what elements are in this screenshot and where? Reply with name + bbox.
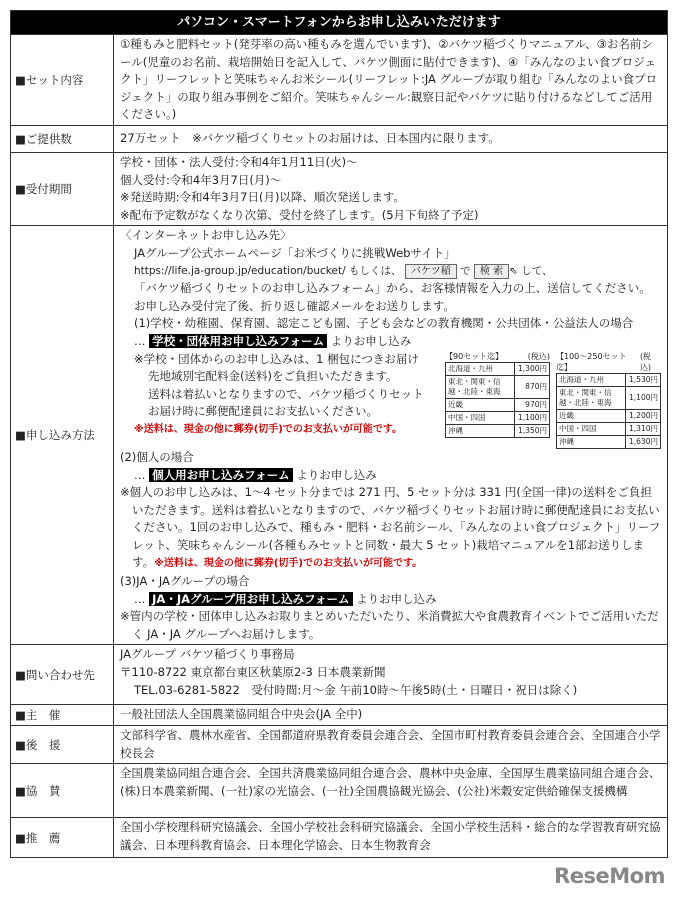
url-line: [120, 263, 661, 281]
footer: [0, 858, 682, 908]
case1-block: [120, 333, 661, 449]
ship-title: 【90セット迄】: [445, 351, 504, 361]
text: で: [460, 264, 471, 277]
text: …: [134, 591, 146, 606]
row-value: 27万セット ※バケツ稲づくりセットのお届けは、日本国内に限ります。: [120, 130, 500, 145]
row-label: ■セット内容: [11, 35, 114, 125]
row-value: ①種もみと肥料セット(発芽率の高い種もみを選んでいます)、②バケツ稲づくりマニュアル、③お名前シール(児童のお名前、栽培開始日を記入して、バケツ側面に貼付できます)、④「みんなのよい食プロジェクト」リーフレットと笑味ちゃんお米シール(リーフレット:JA グループが取り組む「みんなのよい食プロジェクト」の取り組み事例をご紹介。笑味ちゃんシール:観察日記やバケツに貼り付けるなどしてご活用ください。): [120, 37, 658, 122]
text: よりお申し込み: [330, 333, 412, 348]
period-line: ※発送時期:令和4年3月7日(月)以降、順次発送します。: [120, 190, 406, 205]
region: 沖縄: [446, 424, 515, 437]
table-header: パソコン・スマートフォンからお申し込みいただけます: [11, 11, 667, 34]
fee: 1,310円: [626, 422, 661, 435]
region: 沖縄: [557, 435, 626, 448]
row-label: ■推 薦: [11, 818, 114, 857]
search-button: 検 索: [474, 264, 509, 279]
ship-title: 【100～250セット迄】: [556, 351, 627, 372]
fee: 1,200円: [626, 409, 661, 422]
case3-note: ※管内の学校・団体申し込みお取りまとめいただいたり、米消費拡大や食農教育イベントでご活用いただく JA・JA グループへお届けします。: [120, 609, 659, 641]
period-line: 個人受付:令和4年3月7日(月)～: [120, 172, 282, 187]
row-sponsor: [11, 763, 667, 817]
ja-form-link[interactable]: JA・JAグループ用お申し込みフォーム: [149, 592, 352, 606]
row-label: ■受付期間: [11, 153, 114, 225]
form-line: 「バケツ稲づくりセットのお申し込みフォーム」から、お客様情報を入力の上、送信してください。: [134, 281, 651, 296]
text: して、: [521, 264, 553, 277]
confirm-line: お申し込み受付完了後、折り返し確認メールをお送りします。: [134, 298, 455, 313]
case2-title: (2)個人の場合: [120, 449, 194, 464]
row-host: [11, 704, 667, 725]
case1-title: (1)学校・幼稚園、保育園、認定こども園、子ども会などの教育機関・公共団体・公益法人の場合: [134, 316, 634, 331]
stamp-note: ※送料は、現金の他に郵券(切手)でのお支払いが可能です。: [154, 558, 423, 570]
period-line: ※配布予定数がなくなり次第、受付を終了します。(5月下旬終了予定): [120, 207, 479, 222]
row-value: 全国農業協同組合連合会、全国共済農業協同組合連合会、農林中央金庫、全国厚生農業協同組合連合会、(株)日本農業新聞、(一社)家の光協会、(一社)全国農協観光協会、(公社)米穀安定供給確保支援機構: [120, 766, 661, 798]
site-name: JAグループ公式ホームページ「お米づくりに挑戦Webサイト」: [134, 245, 456, 260]
case1-note: お届け時に郵便配達員にお支払いください。: [148, 404, 378, 419]
fee: 1,100円: [626, 386, 661, 409]
row-value: 文部科学省、農林水産省、全国都道府県教育委員会連合会、全国市町村教育委員会連合会、全国連合小学校長会: [120, 728, 661, 760]
fee: 870円: [515, 375, 550, 398]
fee: 1,300円: [515, 362, 550, 375]
contact-tel: TEL.03-6281-5822: [134, 682, 240, 697]
internet-heading: 〈インターネットお申し込み先〉: [120, 228, 292, 243]
individual-form-link[interactable]: 個人用お申し込みフォーム: [149, 468, 292, 482]
region: 中国・四国: [446, 411, 515, 424]
row-value: [114, 226, 667, 644]
row-label: ■後 援: [11, 726, 114, 763]
shipping-tables: [445, 351, 661, 449]
case1-text: [120, 333, 437, 439]
text: よりお申し込み: [296, 467, 377, 482]
info-table: [10, 10, 668, 858]
contact-hours: 受付時間:月～金 午前10時～午後5時(土・日曜日・祝日は除く): [251, 682, 578, 697]
row-support: [11, 725, 667, 763]
row-label: ■主 催: [11, 705, 114, 725]
row-contact: [11, 644, 667, 704]
fee: 970円: [515, 398, 550, 411]
ship-tax: (税込): [527, 351, 550, 361]
contact-line: JAグループ バケツ稲づくり事務局: [120, 647, 295, 662]
text: もしくは、: [348, 264, 402, 277]
case3-title: (3)JA・JAグループの場合: [120, 574, 250, 589]
stamp-note: ※送料は、現金の他に郵券(切手)でのお支払いが可能です。: [134, 423, 403, 435]
text: よりお申し込み: [356, 591, 437, 606]
row-method: [11, 225, 667, 644]
region: 東北・関東・信越・北陸・東海: [557, 386, 626, 409]
row-period: [11, 152, 667, 225]
region: 北海道・九州: [446, 362, 515, 375]
fee: 1,350円: [515, 424, 550, 437]
row-value: 全国小学校理科研究協議会、全国小学校社会科研究協議会、全国小学校生活科・総合的な学習教育研究協議会、日本理科教育協会、日本理化学協会、日本生物教育会: [120, 820, 661, 852]
row-label: ■協 賛: [11, 764, 114, 817]
row-recommend: [11, 817, 667, 857]
shipping-table-90: [445, 351, 550, 449]
row-label: ■ご提供数: [11, 126, 114, 152]
row-value: [114, 645, 667, 704]
school-form-link[interactable]: 学校・団体用お申し込みフォーム: [149, 334, 327, 348]
region: 東北・関東・信越・北陸・東海: [446, 375, 515, 398]
row-count: [11, 125, 667, 152]
row-label: ■問い合わせ先: [11, 645, 114, 704]
ship-tax: (税込): [639, 351, 652, 372]
row-label: ■申し込み方法: [11, 226, 114, 644]
region: 近畿: [557, 409, 626, 422]
row-set: [11, 34, 667, 125]
fee: 1,530円: [626, 373, 661, 386]
fee: 1,630円: [626, 435, 661, 448]
case1-note: 先地域別宅配料金(送料)をご負担いただきます。: [148, 369, 398, 384]
row-value: 一般社団法人全国農業協同組合中央会(JA 全中): [120, 707, 363, 722]
period-line: 学校・団体・法人受付:令和4年1月11日(火)～: [120, 154, 358, 169]
site-url[interactable]: https://life.ja-group.jp/education/bucket/: [134, 264, 346, 277]
resemom-logo: ReseMom: [554, 864, 665, 889]
case2-note: ※個人のお申し込みは、1～4 セット分までは 271 円、5 セット分は 331 円(全国一律)の送料をご負担いただきます。送料は着払いとなりますので、バケツ稲づくりセットお届け時に郵便配達員にお支払いください。1回のお申し込みで、種もみ・肥料・お名前シール、「みんなのよい食プロジェクト」リーフレット、笑味ちゃんシール(各種もみセットと同数・最大 5 セット)栽培マニュアルを1部お送りします。: [120, 485, 661, 570]
text: …: [134, 333, 146, 348]
shipping-table-250: [556, 351, 661, 449]
region: 中国・四国: [557, 422, 626, 435]
case1-note: 送料は着払いとなりますので、バケツ稲づくりセット: [148, 386, 424, 401]
contact-line: 〒110-8722 東京都台東区秋葉原2-3 日本農業新聞: [120, 665, 386, 680]
fee: 1,100円: [515, 411, 550, 424]
region: 北海道・九州: [557, 373, 626, 386]
search-term-box: バケツ稲: [405, 264, 457, 279]
text: …: [134, 467, 146, 482]
region: 近畿: [446, 398, 515, 411]
cursor-icon: ⇖: [509, 264, 518, 277]
row-value: [114, 153, 667, 225]
case1-note: ※学校・団体からのお申し込みは、1 梱包につきお届け: [134, 351, 419, 366]
